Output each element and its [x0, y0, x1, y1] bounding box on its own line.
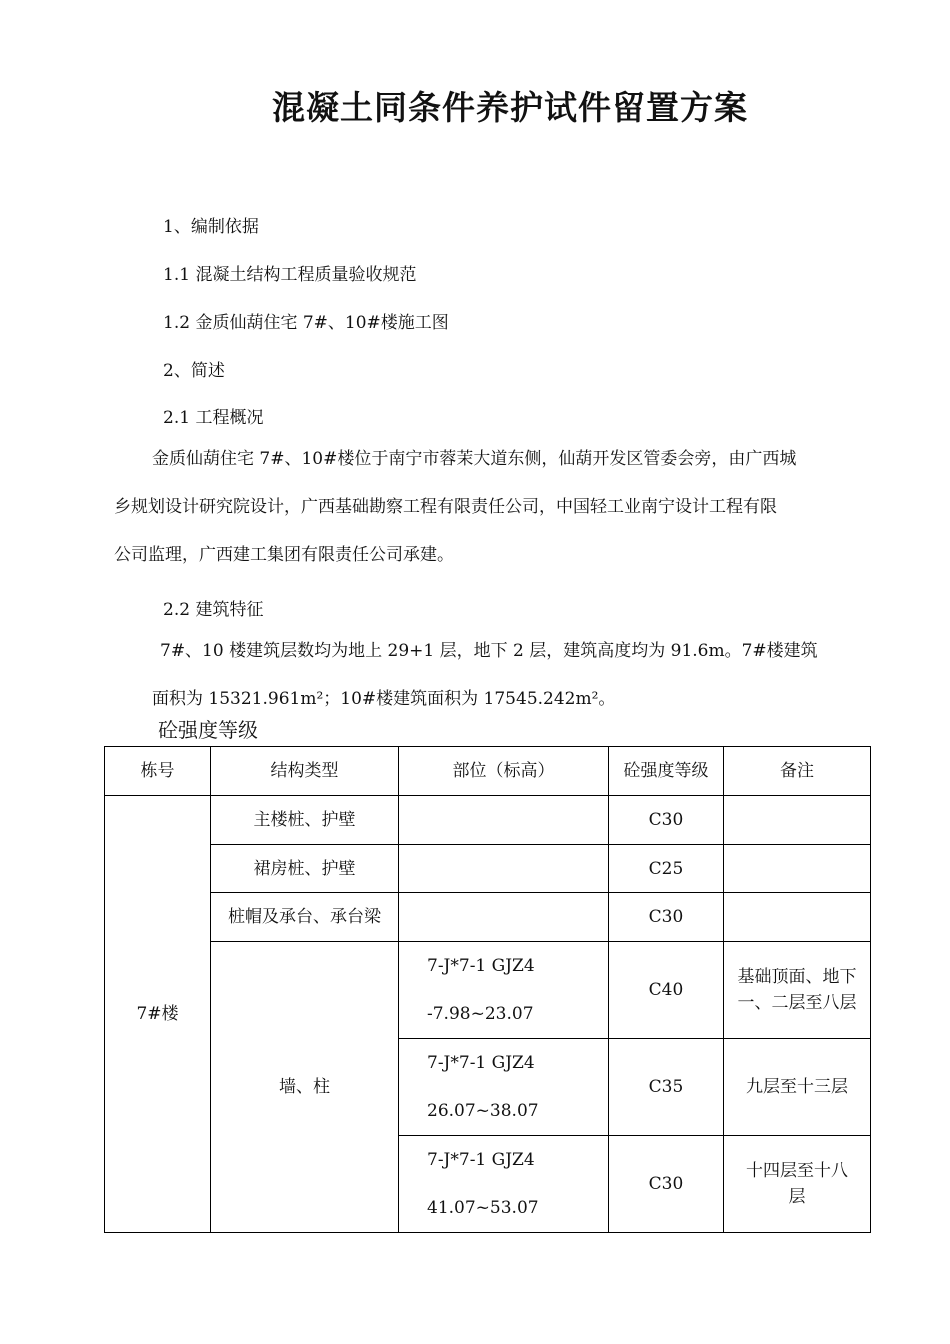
concrete-grade-table	[104, 746, 871, 1233]
note-cell	[724, 1039, 871, 1136]
position-cell	[399, 893, 609, 942]
heading-2-1: 2.1 工程概况	[163, 408, 264, 428]
heading-2-2: 2.2 建筑特征	[163, 600, 264, 620]
note-line: 九层至十三层	[746, 1077, 848, 1097]
grade-cell: C30	[609, 796, 724, 845]
table-row	[105, 942, 871, 1039]
heading-1: 1、编制依据	[163, 217, 259, 237]
note-line: 一、二层至八层	[737, 993, 857, 1013]
grade-cell: C30	[609, 893, 724, 942]
note-cell	[724, 1136, 871, 1233]
overview-line-1: 金质仙葫住宅 7#、10#楼位于南宁市蓉茉大道东侧，仙葫开发区管委会旁，由广西城	[152, 449, 797, 469]
heading-1-1: 1.1 混凝土结构工程质量验收规范	[163, 265, 417, 285]
grade-cell: C40	[609, 942, 724, 1039]
position-cell	[399, 942, 609, 1039]
note-line: 层	[788, 1187, 806, 1207]
position-cell	[399, 1136, 609, 1233]
header-structure-type: 结构类型	[211, 747, 399, 796]
structure-type-cell: 桩帽及承台、承台梁	[211, 893, 399, 942]
table-row	[105, 845, 871, 893]
structure-type-cell: 裙房桩、护壁	[211, 845, 399, 893]
position-cell	[399, 1039, 609, 1136]
note-cell	[724, 796, 871, 845]
position-range-elevation: 41.07~53.07	[427, 1198, 539, 1218]
header-note: 备注	[724, 747, 871, 796]
position-range-label: 7-J*7-1 GJZ4	[427, 1053, 535, 1073]
features-line-2: 面积为 15321.961m²；10#楼建筑面积为 17545.242m²。	[152, 689, 616, 709]
position-cell	[399, 796, 609, 845]
table-row	[105, 893, 871, 942]
position-range-label: 7-J*7-1 GJZ4	[427, 1150, 535, 1170]
position-range-label: 7-J*7-1 GJZ4	[427, 956, 535, 976]
grade-cell: C30	[609, 1136, 724, 1233]
structure-type-cell: 主楼桩、护壁	[211, 796, 399, 845]
grade-cell: C25	[609, 845, 724, 893]
overview-line-2: 乡规划设计研究院设计，广西基础勘察工程有限责任公司，中国轻工业南宁设计工程有限	[114, 497, 777, 517]
overview-line-3: 公司监理，广西建工集团有限责任公司承建。	[114, 545, 454, 565]
features-line-1: 7#、10 楼建筑层数均为地上 29+1 层，地下 2 层，建筑高度均为 91.6m。7#楼建筑	[160, 641, 818, 661]
structure-type-cell: 墙、柱	[211, 942, 399, 1233]
note-line: 基础顶面、地下	[737, 967, 857, 987]
document-title: 混凝土同条件养护试件留置方案	[272, 88, 748, 127]
heading-1-2: 1.2 金质仙葫住宅 7#、10#楼施工图	[163, 313, 449, 333]
header-grade: 砼强度等级	[609, 747, 724, 796]
heading-2: 2、简述	[163, 361, 225, 381]
note-cell	[724, 942, 871, 1039]
note-line: 十四层至十八	[746, 1161, 848, 1181]
header-position: 部位（标高）	[399, 747, 609, 796]
table-caption: 砼强度等级	[158, 718, 258, 742]
position-cell	[399, 845, 609, 893]
position-range-elevation: 26.07~38.07	[427, 1101, 539, 1121]
note-cell	[724, 893, 871, 942]
table-header-row	[105, 747, 871, 796]
header-building: 栋号	[105, 747, 211, 796]
grade-cell: C35	[609, 1039, 724, 1136]
note-cell	[724, 845, 871, 893]
building-cell: 7#楼	[105, 796, 211, 1233]
position-range-elevation: -7.98~23.07	[427, 1004, 534, 1024]
table-row	[105, 796, 871, 845]
